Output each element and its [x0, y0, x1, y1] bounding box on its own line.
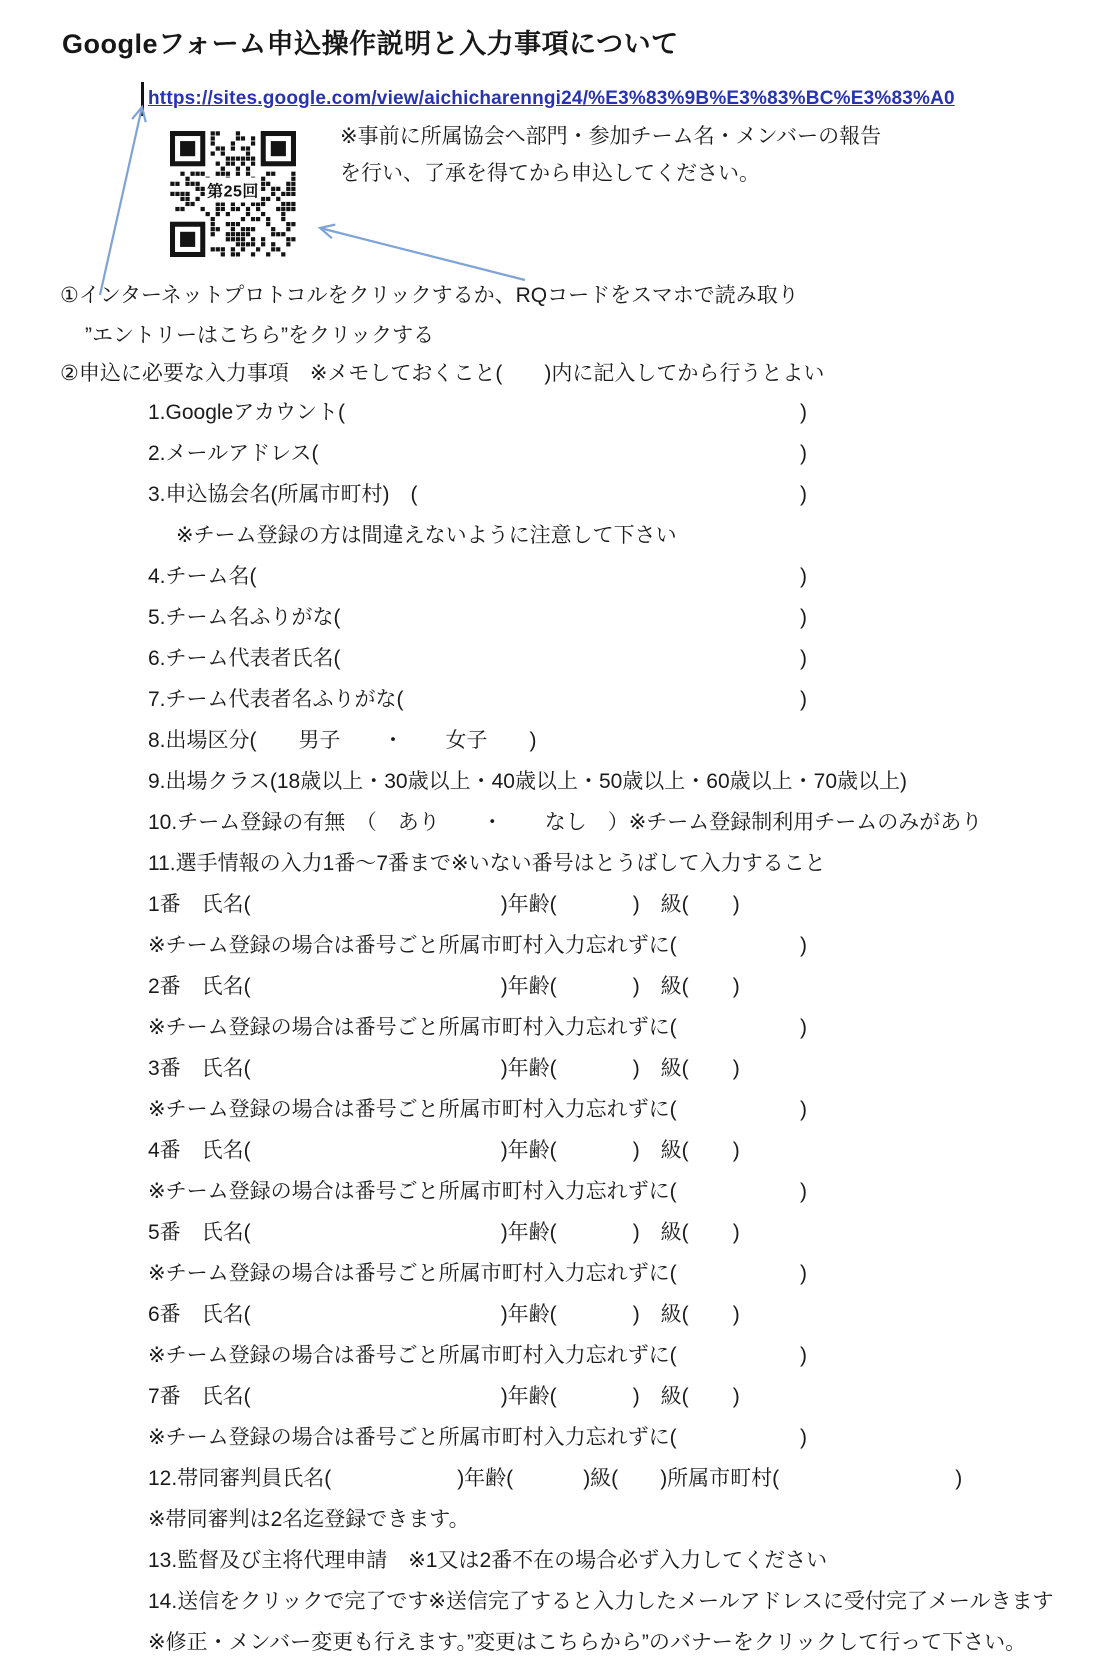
blank-gap: [689, 1156, 733, 1157]
team-registration-note: ※チーム登録の場合は番号ごと所属市町村入力忘れずに( ): [148, 934, 807, 957]
blank-gap: [513, 1484, 583, 1485]
blank-gap: [779, 1484, 955, 1485]
player-row: 1番 氏名( )年齢( ) 級( ): [148, 893, 740, 916]
form-field-line: 2.メールアドレス( ): [148, 442, 807, 465]
form-field-line: 1.Googleアカウント( ): [148, 401, 807, 424]
qr-note-line1: ※事前に所属協会へ部門・参加チーム名・メンバーの報告: [340, 125, 882, 148]
blank-gap: [689, 1074, 733, 1075]
team-registration-note: ※チーム登録の場合は番号ごと所属市町村入力忘れずに( ): [148, 1098, 807, 1121]
form-field-line: 6.チーム代表者氏名( ): [148, 647, 807, 670]
blank-gap: [557, 992, 633, 993]
blank-gap: [557, 1320, 633, 1321]
blank-gap: [557, 1156, 633, 1157]
player-row: 5番 氏名( )年齢( ) 級( ): [148, 1221, 740, 1244]
form-field-line: 3.申込協会名(所属市町村) ( ): [148, 483, 807, 506]
team-registration-note: ※チーム登録の場合は番号ごと所属市町村入力忘れずに( ): [148, 1426, 807, 1449]
blank-gap: [251, 910, 501, 911]
form-field-line: 5.チーム名ふりがな( ): [148, 606, 807, 629]
blank-gap: [557, 1074, 633, 1075]
form-field-line: 7.チーム代表者名ふりがな( ): [148, 688, 807, 711]
blank-gap: [689, 1402, 733, 1403]
form-text-line: 11.選手情報の入力1番～7番まで※いない番号はとうばして入力すること: [148, 852, 826, 875]
referee-row: 12.帯同審判員氏名( )年齢( )級( )所属市町村( ): [148, 1467, 963, 1490]
form-text-line: 13.監督及び主将代理申請 ※1又は2番不在の場合必ず入力してください: [148, 1549, 828, 1572]
arrow-to-url-icon: [80, 95, 160, 305]
step1-instruction-line2: ”エントリーはこちら”をクリックする: [85, 324, 435, 347]
blank-gap: [689, 1320, 733, 1321]
step2-instruction: ②申込に必要な入力事項 ※メモしておくこと( )内に記入してから行うとよい: [60, 362, 825, 385]
page-title: Googleフォーム申込操作説明と入力事項について: [62, 29, 679, 59]
player-row: 6番 氏名( )年齢( ) 級( ): [148, 1303, 740, 1326]
form-text-line: 14.送信をクリックで完了です※送信完了すると入力したメールアドレスに受付完了メールきます: [148, 1590, 1054, 1613]
blank-gap: [557, 910, 633, 911]
blank-gap: [689, 910, 733, 911]
blank-gap: [618, 1484, 660, 1485]
qr-note-line2: を行い、了承を得てから申込してください。: [340, 162, 760, 185]
text-caret: [141, 82, 144, 116]
team-registration-note: ※チーム登録の場合は番号ごと所属市町村入力忘れずに( ): [148, 1016, 807, 1039]
blank-gap: [251, 1402, 501, 1403]
player-row: 3番 氏名( )年齢( ) 級( ): [148, 1057, 740, 1080]
qr-center-label: 第25回: [205, 178, 261, 203]
step1-instruction-line1: ①インターネットプロトコルをクリックするか、RQコードをスマホで読み取り: [60, 284, 799, 307]
form-text-line: 9.出場クラス(18歳以上・30歳以上・40歳以上・50歳以上・60歳以上・70歳以上): [148, 770, 908, 793]
blank-gap: [689, 1238, 733, 1239]
form-text-line: 10.チーム登録の有無 （ あり ・ なし ）※チーム登録制利用チームのみがあり: [148, 811, 983, 834]
blank-gap: [331, 1484, 457, 1485]
blank-gap: [557, 1402, 633, 1403]
qr-code: [169, 131, 297, 257]
form-text-line: ※修正・メンバー変更も行えます。”変更はこちらから”のバナーをクリックして行って下さい。: [148, 1631, 1027, 1654]
player-row: 2番 氏名( )年齢( ) 級( ): [148, 975, 740, 998]
blank-gap: [251, 1320, 501, 1321]
form-text-line: ※帯同審判は2名迄登録できます。: [148, 1508, 470, 1531]
team-registration-note: ※チーム登録の場合は番号ごと所属市町村入力忘れずに( ): [148, 1344, 807, 1367]
caution-note: ※チーム登録の方は間違えないように注意して下さい: [176, 524, 677, 547]
form-text-line: 8.出場区分( 男子 ・ 女子 ): [148, 729, 537, 752]
form-lines: [0, 392, 1107, 1663]
blank-gap: [251, 992, 501, 993]
blank-gap: [251, 1156, 501, 1157]
player-row: 4番 氏名( )年齢( ) 級( ): [148, 1139, 740, 1162]
blank-gap: [251, 1074, 501, 1075]
blank-gap: [251, 1238, 501, 1239]
blank-gap: [557, 1238, 633, 1239]
team-registration-note: ※チーム登録の場合は番号ごと所属市町村入力忘れずに( ): [148, 1180, 807, 1203]
team-registration-note: ※チーム登録の場合は番号ごと所属市町村入力忘れずに( ): [148, 1262, 807, 1285]
player-row: 7番 氏名( )年齢( ) 級( ): [148, 1385, 740, 1408]
site-url-link[interactable]: https://sites.google.com/view/aichicharenngi24/%E3%83%9B%E3%83%BC%E3%83%A0: [148, 88, 955, 109]
form-field-line: 4.チーム名( ): [148, 565, 807, 588]
blank-gap: [689, 992, 733, 993]
